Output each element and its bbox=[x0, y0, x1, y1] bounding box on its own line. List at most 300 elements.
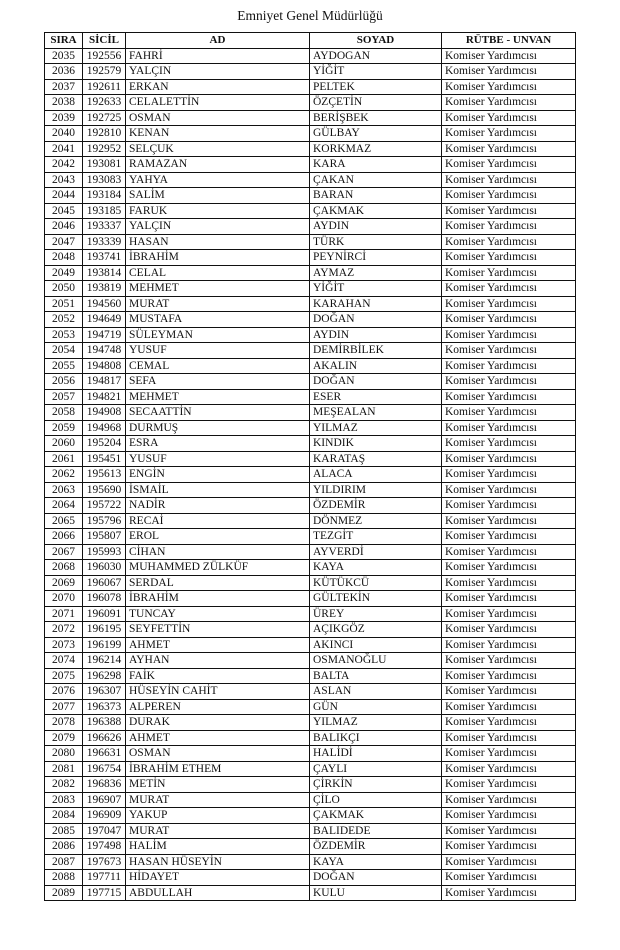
soyad-cell: ALACA bbox=[310, 467, 442, 483]
sicil-cell: 197715 bbox=[83, 885, 126, 901]
ad-cell: YAKUP bbox=[126, 808, 310, 824]
sira-cell: 2062 bbox=[45, 467, 83, 483]
sicil-cell: 196388 bbox=[83, 715, 126, 731]
sicil-cell: 196836 bbox=[83, 777, 126, 793]
soyad-cell: ÇAKMAK bbox=[310, 203, 442, 219]
sicil-cell: 196631 bbox=[83, 746, 126, 762]
sira-cell: 2080 bbox=[45, 746, 83, 762]
ad-cell: NADİR bbox=[126, 498, 310, 514]
soyad-cell: DOĞAN bbox=[310, 374, 442, 390]
table-row bbox=[45, 544, 576, 560]
rutbe-unvan-cell: Komiser Yardımcısı bbox=[442, 637, 576, 653]
soyad-cell: ÇAKAN bbox=[310, 172, 442, 188]
ad-cell: ESRA bbox=[126, 436, 310, 452]
rutbe-unvan-cell: Komiser Yardımcısı bbox=[442, 575, 576, 591]
column-header-soyad: SOYAD bbox=[310, 33, 442, 49]
sira-cell: 2083 bbox=[45, 792, 83, 808]
soyad-cell: AYDIN bbox=[310, 219, 442, 235]
sicil-cell: 193819 bbox=[83, 281, 126, 297]
sicil-cell: 195690 bbox=[83, 482, 126, 498]
sicil-cell: 192611 bbox=[83, 79, 126, 95]
sicil-cell: 196307 bbox=[83, 684, 126, 700]
soyad-cell: ÖZÇETİN bbox=[310, 95, 442, 111]
sira-cell: 2075 bbox=[45, 668, 83, 684]
table-row bbox=[45, 281, 576, 297]
ad-cell: YALÇIN bbox=[126, 64, 310, 80]
soyad-cell: AYMAZ bbox=[310, 265, 442, 281]
sira-cell: 2073 bbox=[45, 637, 83, 653]
sira-cell: 2059 bbox=[45, 420, 83, 436]
table-row bbox=[45, 715, 576, 731]
table-row bbox=[45, 730, 576, 746]
table-row bbox=[45, 327, 576, 343]
rutbe-unvan-cell: Komiser Yardımcısı bbox=[442, 777, 576, 793]
ad-cell: DURMUŞ bbox=[126, 420, 310, 436]
soyad-cell: KINDIK bbox=[310, 436, 442, 452]
column-header-sira: SIRA bbox=[45, 33, 83, 49]
ad-cell: FAHRİ bbox=[126, 48, 310, 64]
sicil-cell: 196091 bbox=[83, 606, 126, 622]
soyad-cell: DOĞAN bbox=[310, 312, 442, 328]
ad-cell: CEMAL bbox=[126, 358, 310, 374]
sicil-cell: 195451 bbox=[83, 451, 126, 467]
sicil-cell: 194649 bbox=[83, 312, 126, 328]
rutbe-unvan-cell: Komiser Yardımcısı bbox=[442, 808, 576, 824]
sicil-cell: 197711 bbox=[83, 870, 126, 886]
soyad-cell: BALIKÇI bbox=[310, 730, 442, 746]
rutbe-unvan-cell: Komiser Yardımcısı bbox=[442, 420, 576, 436]
sicil-cell: 192579 bbox=[83, 64, 126, 80]
soyad-cell: KAYA bbox=[310, 560, 442, 576]
ad-cell: SALİM bbox=[126, 188, 310, 204]
rutbe-unvan-cell: Komiser Yardımcısı bbox=[442, 746, 576, 762]
rutbe-unvan-cell: Komiser Yardımcısı bbox=[442, 653, 576, 669]
rutbe-unvan-cell: Komiser Yardımcısı bbox=[442, 296, 576, 312]
table-row bbox=[45, 591, 576, 607]
sicil-cell: 192556 bbox=[83, 48, 126, 64]
rutbe-unvan-cell: Komiser Yardımcısı bbox=[442, 513, 576, 529]
sira-cell: 2082 bbox=[45, 777, 83, 793]
ad-cell: TUNCAY bbox=[126, 606, 310, 622]
soyad-cell: ÇİLO bbox=[310, 792, 442, 808]
table-row bbox=[45, 684, 576, 700]
ad-cell: HASAN HÜSEYİN bbox=[126, 854, 310, 870]
sicil-cell: 196030 bbox=[83, 560, 126, 576]
sicil-cell: 195722 bbox=[83, 498, 126, 514]
ad-cell: MUSTAFA bbox=[126, 312, 310, 328]
sira-cell: 2085 bbox=[45, 823, 83, 839]
soyad-cell: ÇİRKİN bbox=[310, 777, 442, 793]
rutbe-unvan-cell: Komiser Yardımcısı bbox=[442, 684, 576, 700]
rutbe-unvan-cell: Komiser Yardımcısı bbox=[442, 529, 576, 545]
ad-cell: AHMET bbox=[126, 637, 310, 653]
ad-cell: İBRAHİM bbox=[126, 250, 310, 266]
rutbe-unvan-cell: Komiser Yardımcısı bbox=[442, 188, 576, 204]
ad-cell: YUSUF bbox=[126, 343, 310, 359]
sicil-cell: 194908 bbox=[83, 405, 126, 421]
table-row bbox=[45, 172, 576, 188]
table-row bbox=[45, 95, 576, 111]
rutbe-unvan-cell: Komiser Yardımcısı bbox=[442, 234, 576, 250]
soyad-cell: DÖNMEZ bbox=[310, 513, 442, 529]
table-row bbox=[45, 606, 576, 622]
sicil-cell: 196907 bbox=[83, 792, 126, 808]
ad-cell: İSMAİL bbox=[126, 482, 310, 498]
table-row bbox=[45, 513, 576, 529]
table-row bbox=[45, 792, 576, 808]
table-row bbox=[45, 312, 576, 328]
ad-cell: HALİM bbox=[126, 839, 310, 855]
rutbe-unvan-cell: Komiser Yardımcısı bbox=[442, 389, 576, 405]
table-row bbox=[45, 653, 576, 669]
sira-cell: 2058 bbox=[45, 405, 83, 421]
sira-cell: 2065 bbox=[45, 513, 83, 529]
soyad-cell: KARATAŞ bbox=[310, 451, 442, 467]
rutbe-unvan-cell: Komiser Yardımcısı bbox=[442, 730, 576, 746]
table-row bbox=[45, 389, 576, 405]
soyad-cell: OSMANOĞLU bbox=[310, 653, 442, 669]
rutbe-unvan-cell: Komiser Yardımcısı bbox=[442, 482, 576, 498]
sira-cell: 2061 bbox=[45, 451, 83, 467]
ad-cell: EROL bbox=[126, 529, 310, 545]
soyad-cell: GÜLTEKİN bbox=[310, 591, 442, 607]
table-row bbox=[45, 265, 576, 281]
table-row bbox=[45, 451, 576, 467]
sira-cell: 2035 bbox=[45, 48, 83, 64]
table-row bbox=[45, 761, 576, 777]
table-row bbox=[45, 64, 576, 80]
sira-cell: 2045 bbox=[45, 203, 83, 219]
sira-cell: 2067 bbox=[45, 544, 83, 560]
rutbe-unvan-cell: Komiser Yardımcısı bbox=[442, 467, 576, 483]
ad-cell: MURAT bbox=[126, 823, 310, 839]
ad-cell: RAMAZAN bbox=[126, 157, 310, 173]
sira-cell: 2040 bbox=[45, 126, 83, 142]
table-row bbox=[45, 885, 576, 901]
sira-cell: 2066 bbox=[45, 529, 83, 545]
table-row bbox=[45, 622, 576, 638]
soyad-cell: AKALIN bbox=[310, 358, 442, 374]
sicil-cell: 194748 bbox=[83, 343, 126, 359]
rutbe-unvan-cell: Komiser Yardımcısı bbox=[442, 219, 576, 235]
rutbe-unvan-cell: Komiser Yardımcısı bbox=[442, 203, 576, 219]
soyad-cell: YILMAZ bbox=[310, 715, 442, 731]
sira-cell: 2041 bbox=[45, 141, 83, 157]
table-row bbox=[45, 234, 576, 250]
rutbe-unvan-cell: Komiser Yardımcısı bbox=[442, 281, 576, 297]
sicil-cell: 194719 bbox=[83, 327, 126, 343]
ad-cell: OSMAN bbox=[126, 746, 310, 762]
sira-cell: 2048 bbox=[45, 250, 83, 266]
sira-cell: 2042 bbox=[45, 157, 83, 173]
soyad-cell: KÜTÜKCÜ bbox=[310, 575, 442, 591]
soyad-cell: GÜN bbox=[310, 699, 442, 715]
sicil-cell: 194817 bbox=[83, 374, 126, 390]
ad-cell: CİHAN bbox=[126, 544, 310, 560]
table-row bbox=[45, 79, 576, 95]
table-row bbox=[45, 250, 576, 266]
ad-cell: İBRAHİM bbox=[126, 591, 310, 607]
sira-cell: 2079 bbox=[45, 730, 83, 746]
sicil-cell: 195993 bbox=[83, 544, 126, 560]
sicil-cell: 193814 bbox=[83, 265, 126, 281]
ad-cell: SÜLEYMAN bbox=[126, 327, 310, 343]
sicil-cell: 196298 bbox=[83, 668, 126, 684]
ad-cell: SEYFETTİN bbox=[126, 622, 310, 638]
table-row bbox=[45, 839, 576, 855]
sira-cell: 2070 bbox=[45, 591, 83, 607]
sicil-cell: 194821 bbox=[83, 389, 126, 405]
soyad-cell: YİĞİT bbox=[310, 64, 442, 80]
soyad-cell: MEŞEALAN bbox=[310, 405, 442, 421]
table-row bbox=[45, 110, 576, 126]
rutbe-unvan-cell: Komiser Yardımcısı bbox=[442, 715, 576, 731]
ad-cell: ERKAN bbox=[126, 79, 310, 95]
sira-cell: 2081 bbox=[45, 761, 83, 777]
rutbe-unvan-cell: Komiser Yardımcısı bbox=[442, 823, 576, 839]
soyad-cell: BERİŞBEK bbox=[310, 110, 442, 126]
soyad-cell: PEYNİRCİ bbox=[310, 250, 442, 266]
soyad-cell: BALIDEDE bbox=[310, 823, 442, 839]
rutbe-unvan-cell: Komiser Yardımcısı bbox=[442, 374, 576, 390]
rutbe-unvan-cell: Komiser Yardımcısı bbox=[442, 591, 576, 607]
rutbe-unvan-cell: Komiser Yardımcısı bbox=[442, 870, 576, 886]
rutbe-unvan-cell: Komiser Yardımcısı bbox=[442, 451, 576, 467]
table-row bbox=[45, 420, 576, 436]
ad-cell: HÜSEYİN CAHİT bbox=[126, 684, 310, 700]
sicil-cell: 193339 bbox=[83, 234, 126, 250]
soyad-cell: GÜLBAY bbox=[310, 126, 442, 142]
sicil-cell: 193083 bbox=[83, 172, 126, 188]
soyad-cell: ÇAYLI bbox=[310, 761, 442, 777]
rutbe-unvan-cell: Komiser Yardımcısı bbox=[442, 141, 576, 157]
soyad-cell: ÇAKMAK bbox=[310, 808, 442, 824]
column-header-ad: AD bbox=[126, 33, 310, 49]
rutbe-unvan-cell: Komiser Yardımcısı bbox=[442, 560, 576, 576]
rutbe-unvan-cell: Komiser Yardımcısı bbox=[442, 358, 576, 374]
sira-cell: 2077 bbox=[45, 699, 83, 715]
sicil-cell: 196754 bbox=[83, 761, 126, 777]
sicil-cell: 194560 bbox=[83, 296, 126, 312]
soyad-cell: AKINCI bbox=[310, 637, 442, 653]
sira-cell: 2057 bbox=[45, 389, 83, 405]
soyad-cell: ESER bbox=[310, 389, 442, 405]
sira-cell: 2050 bbox=[45, 281, 83, 297]
ad-cell: HASAN bbox=[126, 234, 310, 250]
sira-cell: 2072 bbox=[45, 622, 83, 638]
sira-cell: 2038 bbox=[45, 95, 83, 111]
table-row bbox=[45, 203, 576, 219]
table-row bbox=[45, 870, 576, 886]
soyad-cell: AÇIKGÖZ bbox=[310, 622, 442, 638]
sira-cell: 2078 bbox=[45, 715, 83, 731]
soyad-cell: AYVERDİ bbox=[310, 544, 442, 560]
sira-cell: 2036 bbox=[45, 64, 83, 80]
ad-cell: MUHAMMED ZÜLKÜF bbox=[126, 560, 310, 576]
soyad-cell: PELTEK bbox=[310, 79, 442, 95]
table-row bbox=[45, 296, 576, 312]
rutbe-unvan-cell: Komiser Yardımcısı bbox=[442, 792, 576, 808]
table-row bbox=[45, 126, 576, 142]
soyad-cell: BALTA bbox=[310, 668, 442, 684]
sicil-cell: 196078 bbox=[83, 591, 126, 607]
ad-cell: SECAATTİN bbox=[126, 405, 310, 421]
sira-cell: 2063 bbox=[45, 482, 83, 498]
table-row bbox=[45, 157, 576, 173]
ad-cell: SELÇUK bbox=[126, 141, 310, 157]
column-header-sicil: SİCİL bbox=[83, 33, 126, 49]
sira-cell: 2037 bbox=[45, 79, 83, 95]
table-header-row bbox=[45, 33, 576, 49]
soyad-cell: KARA bbox=[310, 157, 442, 173]
rutbe-unvan-cell: Komiser Yardımcısı bbox=[442, 405, 576, 421]
table-row bbox=[45, 668, 576, 684]
sicil-cell: 197673 bbox=[83, 854, 126, 870]
ad-cell: MEHMET bbox=[126, 389, 310, 405]
sira-cell: 2084 bbox=[45, 808, 83, 824]
table-row bbox=[45, 777, 576, 793]
sicil-cell: 197498 bbox=[83, 839, 126, 855]
ad-cell: ENGİN bbox=[126, 467, 310, 483]
sicil-cell: 193741 bbox=[83, 250, 126, 266]
sicil-cell: 196199 bbox=[83, 637, 126, 653]
table-row bbox=[45, 746, 576, 762]
rutbe-unvan-cell: Komiser Yardımcısı bbox=[442, 79, 576, 95]
rutbe-unvan-cell: Komiser Yardımcısı bbox=[442, 327, 576, 343]
table-row bbox=[45, 219, 576, 235]
ad-cell: HİDAYET bbox=[126, 870, 310, 886]
table-body bbox=[45, 48, 576, 901]
rutbe-unvan-cell: Komiser Yardımcısı bbox=[442, 854, 576, 870]
sira-cell: 2088 bbox=[45, 870, 83, 886]
rutbe-unvan-cell: Komiser Yardımcısı bbox=[442, 761, 576, 777]
sicil-cell: 193337 bbox=[83, 219, 126, 235]
ad-cell: DURAK bbox=[126, 715, 310, 731]
table-row bbox=[45, 575, 576, 591]
sira-cell: 2051 bbox=[45, 296, 83, 312]
rutbe-unvan-cell: Komiser Yardımcısı bbox=[442, 622, 576, 638]
sira-cell: 2087 bbox=[45, 854, 83, 870]
soyad-cell: KORKMAZ bbox=[310, 141, 442, 157]
rutbe-unvan-cell: Komiser Yardımcısı bbox=[442, 544, 576, 560]
ad-cell: FAİK bbox=[126, 668, 310, 684]
ad-cell: RECAİ bbox=[126, 513, 310, 529]
soyad-cell: ÖZDEMİR bbox=[310, 498, 442, 514]
sicil-cell: 193184 bbox=[83, 188, 126, 204]
sira-cell: 2056 bbox=[45, 374, 83, 390]
rutbe-unvan-cell: Komiser Yardımcısı bbox=[442, 498, 576, 514]
soyad-cell: BARAN bbox=[310, 188, 442, 204]
ad-cell: YAHYA bbox=[126, 172, 310, 188]
soyad-cell: DEMİRBİLEK bbox=[310, 343, 442, 359]
soyad-cell: YİĞİT bbox=[310, 281, 442, 297]
rutbe-unvan-cell: Komiser Yardımcısı bbox=[442, 436, 576, 452]
sicil-cell: 192725 bbox=[83, 110, 126, 126]
sira-cell: 2039 bbox=[45, 110, 83, 126]
ad-cell: KENAN bbox=[126, 126, 310, 142]
sira-cell: 2060 bbox=[45, 436, 83, 452]
ad-cell: İBRAHİM ETHEM bbox=[126, 761, 310, 777]
sira-cell: 2089 bbox=[45, 885, 83, 901]
sira-cell: 2069 bbox=[45, 575, 83, 591]
ad-cell: SEFA bbox=[126, 374, 310, 390]
page-title: Emniyet Genel Müdürlüğü bbox=[237, 8, 383, 23]
sira-cell: 2046 bbox=[45, 219, 83, 235]
soyad-cell: KAYA bbox=[310, 854, 442, 870]
ad-cell: OSMAN bbox=[126, 110, 310, 126]
rutbe-unvan-cell: Komiser Yardımcısı bbox=[442, 172, 576, 188]
sira-cell: 2047 bbox=[45, 234, 83, 250]
rutbe-unvan-cell: Komiser Yardımcısı bbox=[442, 95, 576, 111]
sira-cell: 2052 bbox=[45, 312, 83, 328]
rutbe-unvan-cell: Komiser Yardımcısı bbox=[442, 343, 576, 359]
rutbe-unvan-cell: Komiser Yardımcısı bbox=[442, 265, 576, 281]
sira-cell: 2053 bbox=[45, 327, 83, 343]
sira-cell: 2054 bbox=[45, 343, 83, 359]
rutbe-unvan-cell: Komiser Yardımcısı bbox=[442, 250, 576, 266]
soyad-cell: TÜRK bbox=[310, 234, 442, 250]
sira-cell: 2043 bbox=[45, 172, 83, 188]
soyad-cell: KARAHAN bbox=[310, 296, 442, 312]
table-row bbox=[45, 823, 576, 839]
table-row bbox=[45, 482, 576, 498]
table-row bbox=[45, 141, 576, 157]
ad-cell: YUSUF bbox=[126, 451, 310, 467]
sira-cell: 2076 bbox=[45, 684, 83, 700]
soyad-cell: ÜREY bbox=[310, 606, 442, 622]
soyad-cell: YILMAZ bbox=[310, 420, 442, 436]
ad-cell: YALÇIN bbox=[126, 219, 310, 235]
sira-cell: 2074 bbox=[45, 653, 83, 669]
sicil-cell: 196067 bbox=[83, 575, 126, 591]
table-row bbox=[45, 48, 576, 64]
rutbe-unvan-cell: Komiser Yardımcısı bbox=[442, 48, 576, 64]
sira-cell: 2068 bbox=[45, 560, 83, 576]
sira-cell: 2071 bbox=[45, 606, 83, 622]
rutbe-unvan-cell: Komiser Yardımcısı bbox=[442, 64, 576, 80]
column-header-rutbe-unvan: RÜTBE - UNVAN bbox=[442, 33, 576, 49]
rutbe-unvan-cell: Komiser Yardımcısı bbox=[442, 157, 576, 173]
soyad-cell: ÖZDEMİR bbox=[310, 839, 442, 855]
sicil-cell: 193185 bbox=[83, 203, 126, 219]
soyad-cell: KULU bbox=[310, 885, 442, 901]
ad-cell: METİN bbox=[126, 777, 310, 793]
table-row bbox=[45, 854, 576, 870]
table-row bbox=[45, 498, 576, 514]
soyad-cell: DOĞAN bbox=[310, 870, 442, 886]
rutbe-unvan-cell: Komiser Yardımcısı bbox=[442, 110, 576, 126]
sicil-cell: 194808 bbox=[83, 358, 126, 374]
soyad-cell: TEZGİT bbox=[310, 529, 442, 545]
sicil-cell: 196909 bbox=[83, 808, 126, 824]
sicil-cell: 192810 bbox=[83, 126, 126, 142]
ad-cell: MEHMET bbox=[126, 281, 310, 297]
sicil-cell: 194968 bbox=[83, 420, 126, 436]
sicil-cell: 192633 bbox=[83, 95, 126, 111]
table-row bbox=[45, 343, 576, 359]
sira-cell: 2049 bbox=[45, 265, 83, 281]
table-row bbox=[45, 637, 576, 653]
sira-cell: 2044 bbox=[45, 188, 83, 204]
sicil-cell: 195807 bbox=[83, 529, 126, 545]
rutbe-unvan-cell: Komiser Yardımcısı bbox=[442, 885, 576, 901]
table-row bbox=[45, 529, 576, 545]
sira-cell: 2064 bbox=[45, 498, 83, 514]
personnel-table bbox=[44, 32, 576, 901]
ad-cell: ALPEREN bbox=[126, 699, 310, 715]
soyad-cell: AYDIN bbox=[310, 327, 442, 343]
ad-cell: MURAT bbox=[126, 792, 310, 808]
